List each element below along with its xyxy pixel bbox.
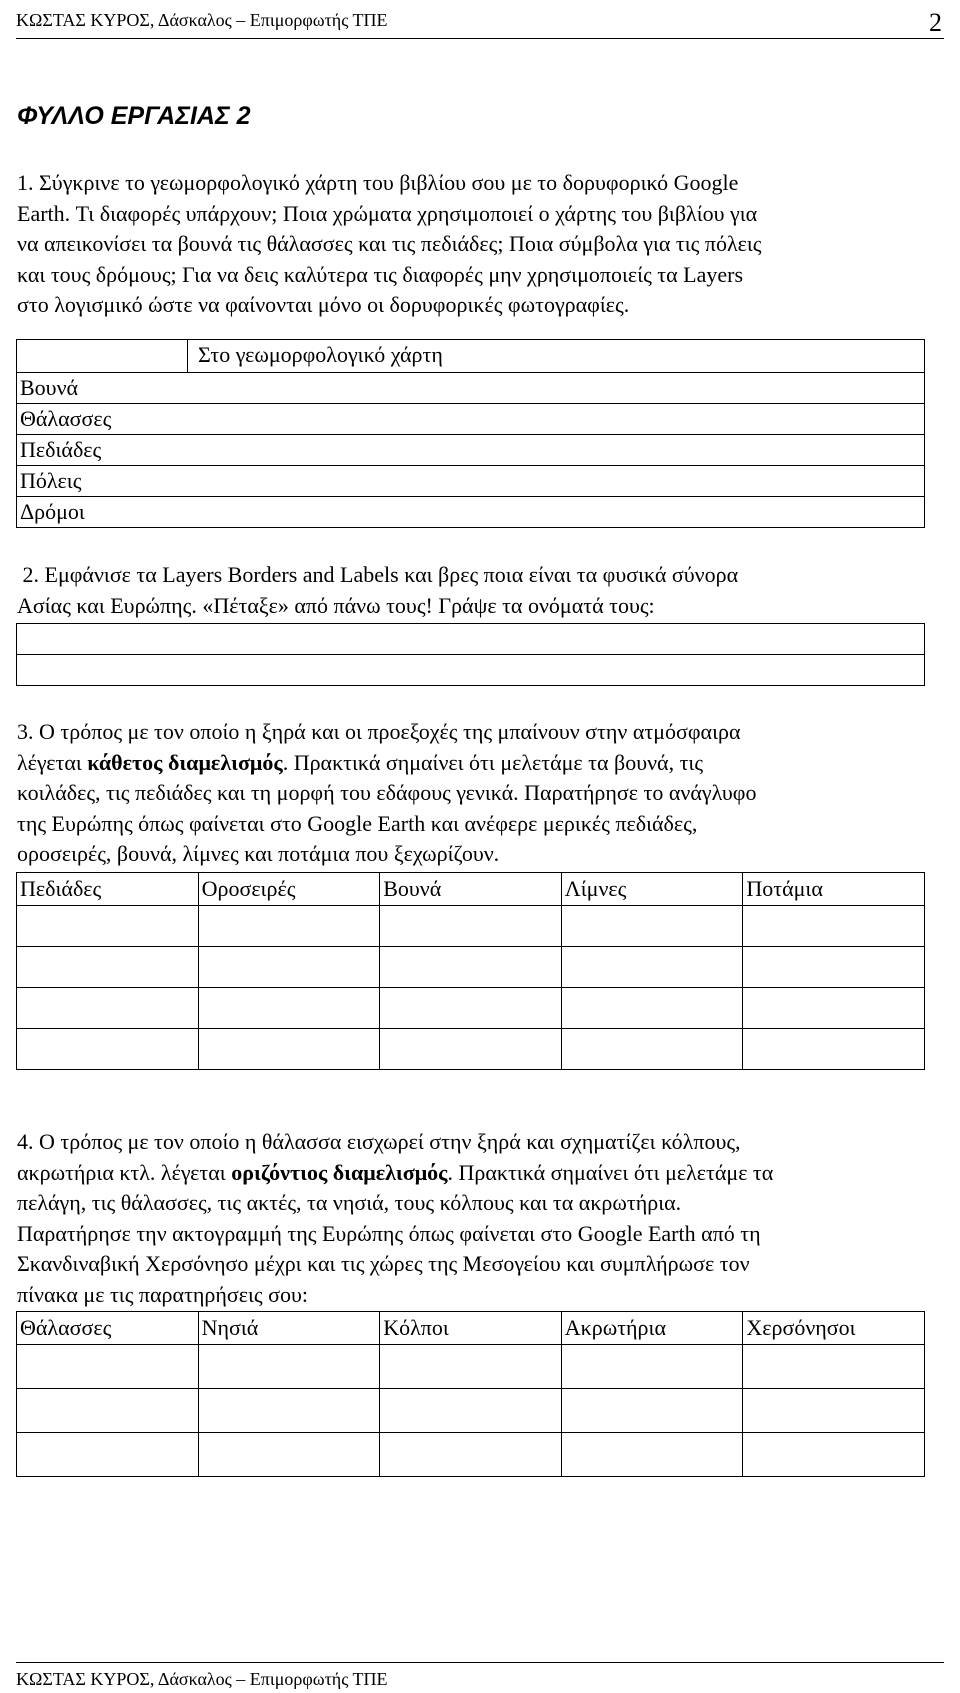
answer-cell[interactable] [380,1389,562,1433]
answer-cell[interactable] [17,1389,199,1433]
answer-cell[interactable] [17,1433,199,1477]
question-1-text [17,168,932,321]
page-header [16,8,944,39]
question-1-line: να απεικονίσει τα βουνά τις θάλασσες και τις πεδιάδες; Ποια σύμβολα για τις πόλεις [17,231,762,256]
table-column-header: Πεδιάδες [17,873,199,906]
text-span: λέγεται [17,749,88,775]
table-row [17,988,925,1029]
answer-cell[interactable] [743,988,925,1029]
question-2-line: 2. Εμφάνισε τα Layers Borders and Labels και βρες ποια είναι τα φυσικά σύνορα [17,562,739,587]
page-footer [16,1662,944,1690]
table-row [17,906,925,947]
answer-cell[interactable] [561,1389,743,1433]
answer-cell[interactable] [561,1029,743,1070]
question-4-line: πελάγη, τις θάλασσες, τις ακτές, τα νησιά, τους κόλπους και τα ακρωτήρια. [17,1190,682,1215]
text-span: . Πρακτικά σημαίνει ότι μελετάμε τα βουνά, τις [282,749,704,775]
table-row [17,1029,925,1070]
question-4-line: Παρατήρησε την ακτογραμμή της Ευρώπης όπως φαίνεται στο Google Earth από τη [17,1220,761,1246]
answer-cell[interactable] [561,906,743,947]
answer-cell[interactable] [198,1389,380,1433]
table-row [17,947,925,988]
table-row [17,1345,925,1389]
text-span: . Πρακτικά σημαίνει ότι μελετάμε τα [447,1159,774,1185]
worksheet-title: ΦΥΛΛΟ ΕΡΓΑΣΙΑΣ 2 [17,102,251,130]
answer-cell[interactable] [743,906,925,947]
row-label: Θάλασσες [17,404,188,435]
page-number: 2 [929,8,942,37]
question-2-line: Ασίας και Ευρώπης. «Πέταξε» από πάνω τους! Γράψε τα ονόματά τους: [17,592,655,618]
answer-cell[interactable] [188,373,925,404]
bold-term: οριζόντιος διαμελισμός [231,1159,448,1185]
answer-cell[interactable] [198,1345,380,1389]
question-1-line: και τους δρόμους; Για να δεις καλύτερα τις διαφορές μην χρησιμοποιείς τα Layers [17,261,743,287]
question-4-text [17,1127,932,1310]
answer-cell[interactable] [188,404,925,435]
answer-cell[interactable] [17,655,925,686]
relief-table [16,872,925,1070]
footer-author: ΚΩΣΤΑΣ ΚΥΡΟΣ, Δάσκαλος – Επιμορφωτής ΤΠΕ [16,1669,388,1689]
answer-cell[interactable] [380,988,562,1029]
answer-cell[interactable] [188,497,925,528]
answer-cell[interactable] [561,1433,743,1477]
answer-cell[interactable] [561,988,743,1029]
table-column-header: Θάλασσες [17,1312,199,1345]
table-row [17,373,925,404]
header-author: ΚΩΣΤΑΣ ΚΥΡΟΣ, Δάσκαλος – Επιμορφωτής ΤΠΕ [16,10,388,30]
table-row [17,466,925,497]
question-3-line: 3. Ο τρόπος με τον οποίο η ξηρά και οι προεξοχές της μπαίνουν στην ατμόσφαιρα [17,719,741,744]
answer-cell[interactable] [188,466,925,497]
table-column-header: Στο γεωμορφολογικό χάρτη [188,340,925,373]
answer-cell[interactable] [561,1345,743,1389]
table-column-header: Κόλποι [380,1312,562,1345]
table-row [17,1433,925,1477]
table-header-row [17,340,925,373]
answer-cell[interactable] [17,906,199,947]
answer-cell[interactable] [198,906,380,947]
table-column-header: Νησιά [198,1312,380,1345]
answer-cell[interactable] [198,988,380,1029]
row-label: Βουνά [17,373,188,404]
comparison-table [16,339,925,528]
answer-cell[interactable] [380,906,562,947]
answer-cell[interactable] [17,1345,199,1389]
table-row [17,497,925,528]
table-column-header: Οροσειρές [198,873,380,906]
table-column-header: Χερσόνησοι [743,1312,925,1345]
bold-term: κάθετος διαμελισμός [87,749,283,775]
answer-cell[interactable] [743,1389,925,1433]
table-row [17,1389,925,1433]
table-column-header: Ακρωτήρια [561,1312,743,1345]
answer-cell[interactable] [198,1433,380,1477]
question-2-text [17,560,932,621]
coastline-table [16,1311,925,1477]
answer-cell[interactable] [17,624,925,655]
question-4-line: 4. Ο τρόπος με τον οποίο η θάλασσα εισχωρεί στην ξηρά και σχηματίζει κόλπους, [17,1129,741,1154]
answer-cell[interactable] [198,1029,380,1070]
answer-cell[interactable] [743,1029,925,1070]
question-4-line [17,1158,932,1189]
table-header-row [17,873,925,906]
question-3-line: οροσειρές, βουνά, λίμνες και ποτάμια που ξεχωρίζουν. [17,841,500,866]
table-row [17,655,925,686]
table-column-header: Βουνά [380,873,562,906]
table-row [17,404,925,435]
answer-cell[interactable] [17,1029,199,1070]
question-4-line: πίνακα με τις παρατηρήσεις σου: [17,1281,308,1307]
answer-cell[interactable] [743,1433,925,1477]
answer-cell[interactable] [561,947,743,988]
question-1-line: Earth. Τι διαφορές υπάρχουν; Ποια χρώματα χρησιμοποιεί ο χάρτης του βιβλίου για [17,200,758,226]
table-column-header: Λίμνες [561,873,743,906]
question-3-line: της Ευρώπης όπως φαίνεται στο Google Earth και ανέφερε μερικές πεδιάδες, [17,810,698,836]
question-3-text [17,717,932,870]
question-1-line: στο λογισμικό ώστε να φαίνονται μόνο οι δορυφορικές φωτογραφίες. [17,292,630,317]
table-row [17,624,925,655]
answer-cell[interactable] [17,988,199,1029]
answer-cell[interactable] [743,947,925,988]
answer-cell[interactable] [188,435,925,466]
table-header-row [17,1312,925,1345]
question-4-line: Σκανδιναβική Χερσόνησο μέχρι και τις χώρες της Μεσογείου και συμπλήρωσε τον [17,1251,750,1276]
table-column-header: Ποτάμια [743,873,925,906]
question-1-line: 1. Σύγκρινε το γεωμορφολογικό χάρτη του βιβλίου σου με το δορυφορικό Google [17,170,739,195]
answer-cell[interactable] [380,947,562,988]
answer-cell[interactable] [17,947,199,988]
text-span: ακρωτήρια κτλ. λέγεται [17,1159,232,1185]
question-3-line: κοιλάδες, τις πεδιάδες και τη μορφή του εδάφους γενικά. Παρατήρησε το ανάγλυφο [17,780,757,805]
question-3-line [17,748,932,779]
answer-cell[interactable] [198,947,380,988]
row-label: Πεδιάδες [17,435,188,466]
row-label: Δρόμοι [17,497,188,528]
row-label: Πόλεις [17,466,188,497]
answer-cell[interactable] [380,1433,562,1477]
answer-cell[interactable] [743,1345,925,1389]
table-cell-empty [17,340,188,373]
answer-cell[interactable] [380,1029,562,1070]
answer-cell[interactable] [380,1345,562,1389]
table-row [17,435,925,466]
answer-lines-table [16,623,925,686]
